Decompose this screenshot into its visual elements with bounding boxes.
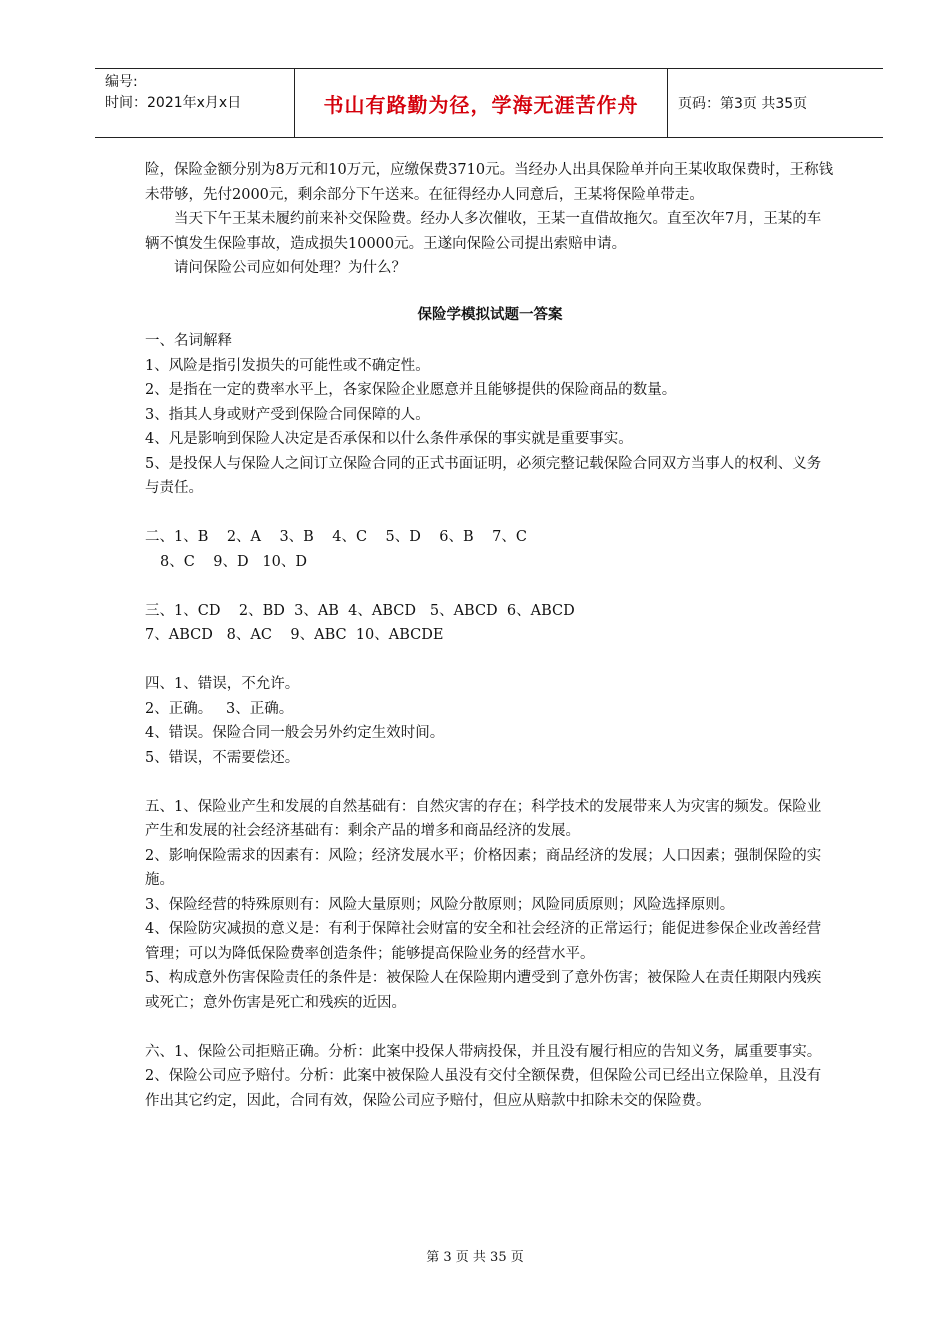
answer-item: 2、是指在一定的费率水平上，各家保险企业愿意并且能够提供的保险商品的数量。 (145, 382, 677, 398)
case-question: 请问保险公司应如何处理？为什么？ (174, 260, 406, 276)
answer-item: 4、凡是影响到保险人决定是否承保和以什么条件承保的事实就是重要事实。 (145, 431, 633, 447)
answer-line: 7、ABCD 8、AC 9、ABC 10、ABCDE (145, 627, 444, 643)
header-motto: 书山有路勤为径，学海无涯苦作舟 (295, 69, 668, 137)
answer-item: 六、1、保险公司拒赔正确。分析：此案中投保人带病投保，并且没有履行相应的告知义务，属重要事实。 (145, 1043, 822, 1060)
answer-item: 五、1、保险业产生和发展的自然基础有：自然灾害的存在；科学技术的发展带来人为灾害的频发。保险业产生和发展的社会经济基础有：剩余产品的增多和商品经济的发展。 (145, 798, 822, 839)
answer-item: 2、正确。 3、正确。 (145, 700, 294, 717)
case-paragraph: 当天下午王某未履约前来补交保险费。经办人多次催收，王某一直借故拖欠。直至次年7月，王某的车辆不慎发生保险事故，造成损失10000元。王遂向保险公司提出索赔申请。 (145, 211, 822, 252)
header-page-label: 页码：第3页 共35页 (678, 96, 808, 112)
page-footer: 第 3 页 共 35 页 (426, 1250, 524, 1265)
time-label: 时间：2021年x月x日 (105, 95, 242, 111)
answer-line: 8、C 9、D 10、D (160, 553, 308, 570)
answer-item: 3、保险经营的特殊原则有：风险大量原则；风险分散原则；风险同质原则；风险选择原则。 (145, 896, 735, 913)
answer-item: 4、错误。保险合同一般会另外约定生效时间。 (145, 725, 445, 741)
header-meta (95, 69, 295, 137)
answer-item: 3、指其人身或财产受到保险合同保障的人。 (145, 406, 430, 423)
answer-item: 5、是投保人与保险人之间订立保险合同的正式书面证明，必须完整记载保险合同双方当事人的权利、义务与责任。 (145, 455, 822, 496)
case-paragraph: 险，保险金额分别为8万元和10万元，应缴保费3710元。当经办人出具保险单并向王某收取保费时，王称钱未带够，先付2000元，剩余部分下午送来。在征得经办人同意后，王某将保险单带走。 (145, 162, 834, 203)
answer-item: 2、影响保险需求的因素有：风险；经济发展水平；价格因素；商品经济的发展；人口因素；强制保险的实施。 (145, 847, 822, 888)
document-body (145, 158, 835, 1113)
answer-item: 四、1、错误，不允许。 (145, 676, 300, 692)
number-label: 编号: (105, 74, 138, 90)
answer-line: 二、1、B 2、A 3、B 4、C 5、D 6、B 7、C (145, 529, 527, 545)
answer-item: 1、风险是指引发损失的可能性或不确定性。 (145, 357, 430, 374)
answer-item: 4、保险防灾减损的意义是：有利于保障社会财富的安全和社会经济的正常运行；能促进参保企业改善经营管理；可以为降低保险费率创造条件；能够提高保险业务的经营水平。 (145, 921, 822, 962)
answer-item: 5、错误，不需要偿还。 (145, 749, 300, 766)
page-header (95, 68, 883, 138)
answer-item: 5、构成意外伤害保险责任的条件是：被保险人在保险期内遭受到了意外伤害；被保险人在责任期限内残疾或死亡；意外伤害是死亡和残疾的近因。 (145, 970, 822, 1011)
section-heading: 一、名词解释 (145, 333, 232, 349)
answer-line: 三、1、CD 2、BD 3、AB 4、ABCD 5、ABCD 6、ABCD (145, 602, 575, 619)
answer-item: 2、保险公司应予赔付。分析：此案中被保险人虽没有交付全额保费，但保险公司已经出立保险单，且没有作出其它约定，因此，合同有效，保险公司应予赔付，但应从赔款中扣除未交的保险费。 (145, 1068, 822, 1109)
answer-title: 保险学模拟试题一答案 (417, 306, 563, 323)
